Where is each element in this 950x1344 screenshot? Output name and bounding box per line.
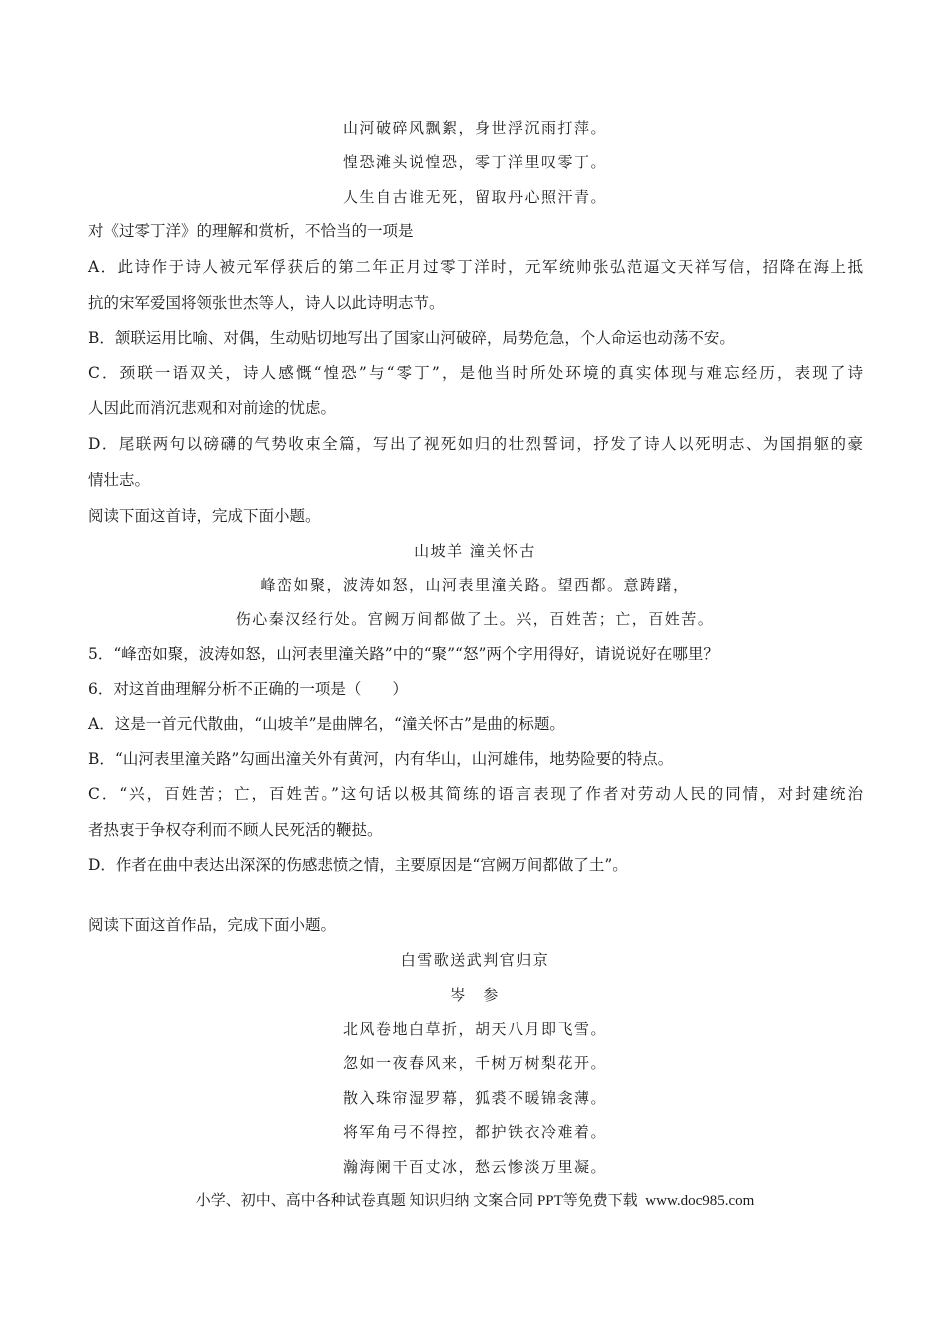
option-d: D．尾联两句以磅礴的气势收束全篇，写出了视死如归的壮烈誓词，抒发了诗人以死明志、为国捐躯的豪 <box>88 435 863 453</box>
option-a: A．此诗作于诗人被元军俘获后的第二年正月过零丁洋时，元军统帅张弘范逼文天祥写信，招降在海上抵 <box>88 258 863 276</box>
question-stem: 对《过零丁洋》的理解和赏析，不恰当的一项是 <box>88 222 414 240</box>
poem-title: 白雪歌送武判官归京 <box>400 951 550 969</box>
poem-title: 山坡羊 潼关怀古 <box>414 542 536 560</box>
q6-option-d: D．作者在曲中表达出深深的伤感悲愤之情，主要原因是“宫阙万间都做了土”。 <box>88 856 628 874</box>
poem-line: 忽如一夜春风来，千树万树梨花开。 <box>342 1054 607 1072</box>
option-c: C．颈联一语双关，诗人感慨“惶恐”与“零丁”，是他当时所处环境的真实体现与难忘经历，表现了诗 <box>88 364 863 382</box>
q6-option-c: C．“兴，百姓苦；亡，百姓苦。”这句话以极其简练的语言表现了作者对劳动人民的同情，对封建统治 <box>88 785 863 803</box>
poem-line: 将军角弓不得控，都护铁衣冷难着。 <box>342 1123 607 1141</box>
poem-line: 伤心秦汉经行处。宫阙万间都做了土。兴，百姓苦；亡，百姓苦。 <box>235 610 715 628</box>
poem-line: 山河破碎风飘絮，身世浮沉雨打萍。 <box>342 119 607 137</box>
question-5: 5．“峰峦如聚，波涛如怒，山河表里潼关路”中的“聚”“怒”两个字用得好，请说说好在哪里？ <box>88 645 719 663</box>
poem-line: 北风卷地白草折，胡天八月即飞雪。 <box>342 1020 607 1038</box>
option-c-continued: 人因此而消沉悲观和对前途的忧虑。 <box>88 399 337 417</box>
option-d-continued: 情壮志。 <box>88 471 151 489</box>
section-intro: 阅读下面这首作品，完成下面小题。 <box>88 916 337 934</box>
question-6-stem: 6．对这首曲理解分析不正确的一项是（ ） <box>88 680 408 698</box>
poem-line: 峰峦如聚，波涛如怒，山河表里潼关路。望西都。意踌躇， <box>260 576 690 594</box>
poem-line: 散入珠帘湿罗幕，狐裘不暖锦衾薄。 <box>342 1089 607 1107</box>
footer-link[interactable]: www.doc985.com <box>645 1193 755 1209</box>
section-intro: 阅读下面这首诗，完成下面小题。 <box>88 507 321 525</box>
q6-option-b: B．“山河表里潼关路”勾画出潼关外有黄河，内有华山，山河雄伟，地势险要的特点。 <box>88 750 674 768</box>
footer-text: 小学、初中、高中各种试卷真题 知识归纳 文案合同 PPT等免费下载 <box>195 1193 638 1209</box>
option-b: B．颔联运用比喻、对偶，生动贴切地写出了国家山河破碎，局势危急，个人命运也动荡不安。 <box>88 329 735 347</box>
q6-option-c-continued: 者热衷于争权夺利而不顾人民死活的鞭挞。 <box>88 821 383 839</box>
option-a-continued: 抗的宋军爱国将领张世杰等人，诗人以此诗明志节。 <box>88 294 445 312</box>
poem-line: 瀚海阑干百丈冰，愁云惨淡万里凝。 <box>342 1158 607 1176</box>
q6-option-a: A．这是一首元代散曲，“山坡羊”是曲牌名，“潼关怀古”是曲的标题。 <box>88 715 565 733</box>
poem-author: 岑 参 <box>450 986 500 1004</box>
page-footer <box>0 1191 950 1211</box>
poem-line: 惶恐滩头说惶恐，零丁洋里叹零丁。 <box>342 153 607 171</box>
poem-line: 人生自古谁无死，留取丹心照汗青。 <box>342 188 607 206</box>
